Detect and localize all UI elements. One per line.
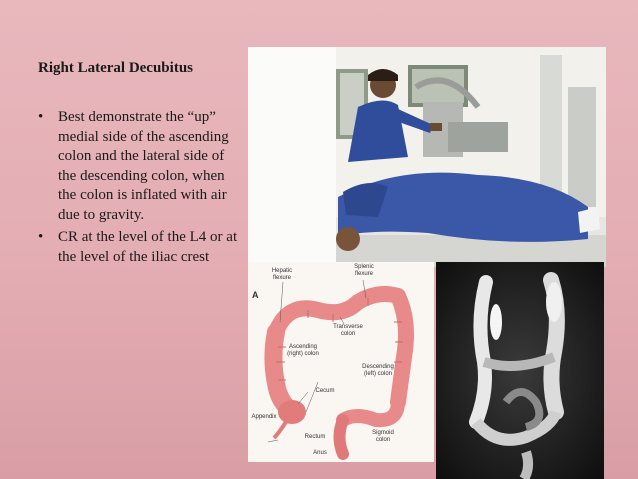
label-rectum: Rectum bbox=[304, 434, 326, 440]
label-hepatic-flexure: Hepatic flexure bbox=[271, 268, 293, 281]
label-ascending-colon: Ascending (right) colon bbox=[287, 344, 319, 357]
label-sigmoid-colon: Sigmoid colon bbox=[372, 430, 394, 443]
slide-title: Right Lateral Decubitus bbox=[38, 60, 193, 76]
bullet-text: Best demonstrate the “up” medial side of the ascending colon and the lateral side of the descending colon, when the colon is inflated with air due to gravity. bbox=[58, 109, 229, 223]
label-descending-colon: Descending (left) colon bbox=[362, 364, 394, 377]
label-cecum: Cecum bbox=[315, 388, 335, 394]
bullet-list bbox=[38, 108, 243, 270]
barium-enema-radiograph bbox=[436, 262, 604, 479]
colon-anatomy-diagram bbox=[248, 262, 434, 462]
patient-positioning-photo bbox=[248, 47, 606, 267]
label-anus: Anus bbox=[313, 450, 327, 456]
bullet-marker: • bbox=[38, 229, 44, 245]
bullet-item bbox=[38, 108, 243, 225]
diagram-panel-letter: A bbox=[252, 290, 259, 300]
label-splenic-flexure: Splenic flexure bbox=[354, 264, 374, 277]
bullet-text: CR at the level of the L4 or at the level of the iliac crest bbox=[58, 229, 238, 265]
bullet-marker: • bbox=[38, 109, 44, 125]
bullet-item bbox=[38, 228, 243, 267]
label-appendix: Appendix bbox=[251, 414, 277, 420]
label-transverse-colon: Transverse colon bbox=[333, 324, 363, 337]
